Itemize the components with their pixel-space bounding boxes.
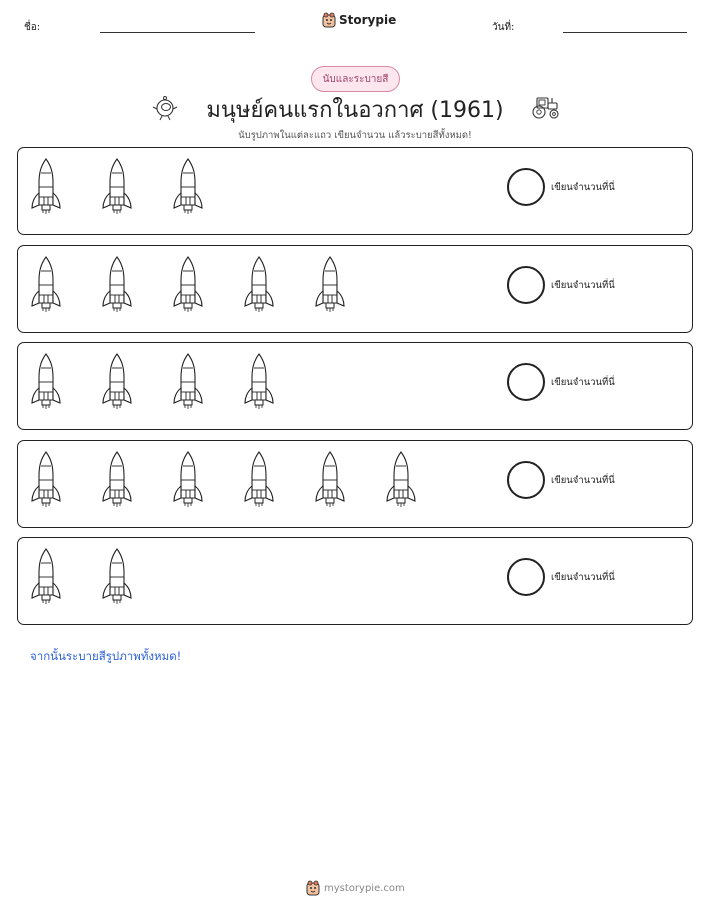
footer-brand [306,880,405,896]
rocket-icon [100,156,134,218]
brand-name: Storypie [339,13,397,27]
brand-logo [322,12,396,28]
counting-row [17,342,693,430]
rocket-icon [100,254,134,316]
instructions: นับรูปภาพในแต่ละแถว เขียนจำนวน แล้วระบายสีทั้งหมด! [238,130,472,141]
rocket-icon [171,449,205,511]
answer-circle[interactable] [507,266,545,304]
rocket-icon [171,351,205,413]
answer-circle[interactable] [507,558,545,596]
rocket-icon [384,449,418,511]
page-title: มนุษย์คนแรกในอวกาศ (1961) [206,98,504,123]
rocket-icon [29,546,63,608]
rocket-icon [100,449,134,511]
rocket-icon [242,449,276,511]
rocket-icon [29,449,63,511]
date-label: วันที่: [492,22,515,33]
footer-url[interactable]: mystorypie.com [324,882,405,894]
storypie-logo-icon [306,880,320,896]
rocket-icon [29,254,63,316]
rocket-icon [100,351,134,413]
answer-label: เขียนจำนวนที่นี่ [551,475,615,486]
rocket-icon [29,351,63,413]
name-line[interactable] [100,32,255,33]
counting-row [17,537,693,625]
rocket-icon [242,351,276,413]
rocket-icon [100,546,134,608]
counting-row [17,147,693,235]
answer-label: เขียนจำนวนที่นี่ [551,280,615,291]
answer-label: เขียนจำนวนที่นี่ [551,572,615,583]
rocket-icon [171,254,205,316]
answer-circle[interactable] [507,363,545,401]
rocket-icon [313,254,347,316]
answer-label: เขียนจำนวนที่นี่ [551,182,615,193]
storypie-logo-icon [322,12,336,28]
counting-row [17,440,693,528]
date-line[interactable] [563,32,687,33]
answer-label: เขียนจำนวนที่นี่ [551,377,615,388]
rocket-icon [242,254,276,316]
counting-row [17,245,693,333]
rocket-icon [171,156,205,218]
answer-circle[interactable] [507,461,545,499]
rocket-icon [29,156,63,218]
tractor-icon [530,92,560,120]
answer-circle[interactable] [507,168,545,206]
footer-note: จากนั้นระบายสีรูปภาพทั้งหมด! [30,649,182,663]
name-label: ชื่อ: [24,22,41,33]
rocket-icon [313,449,347,511]
activity-badge: นับและระบายสี [311,66,400,92]
